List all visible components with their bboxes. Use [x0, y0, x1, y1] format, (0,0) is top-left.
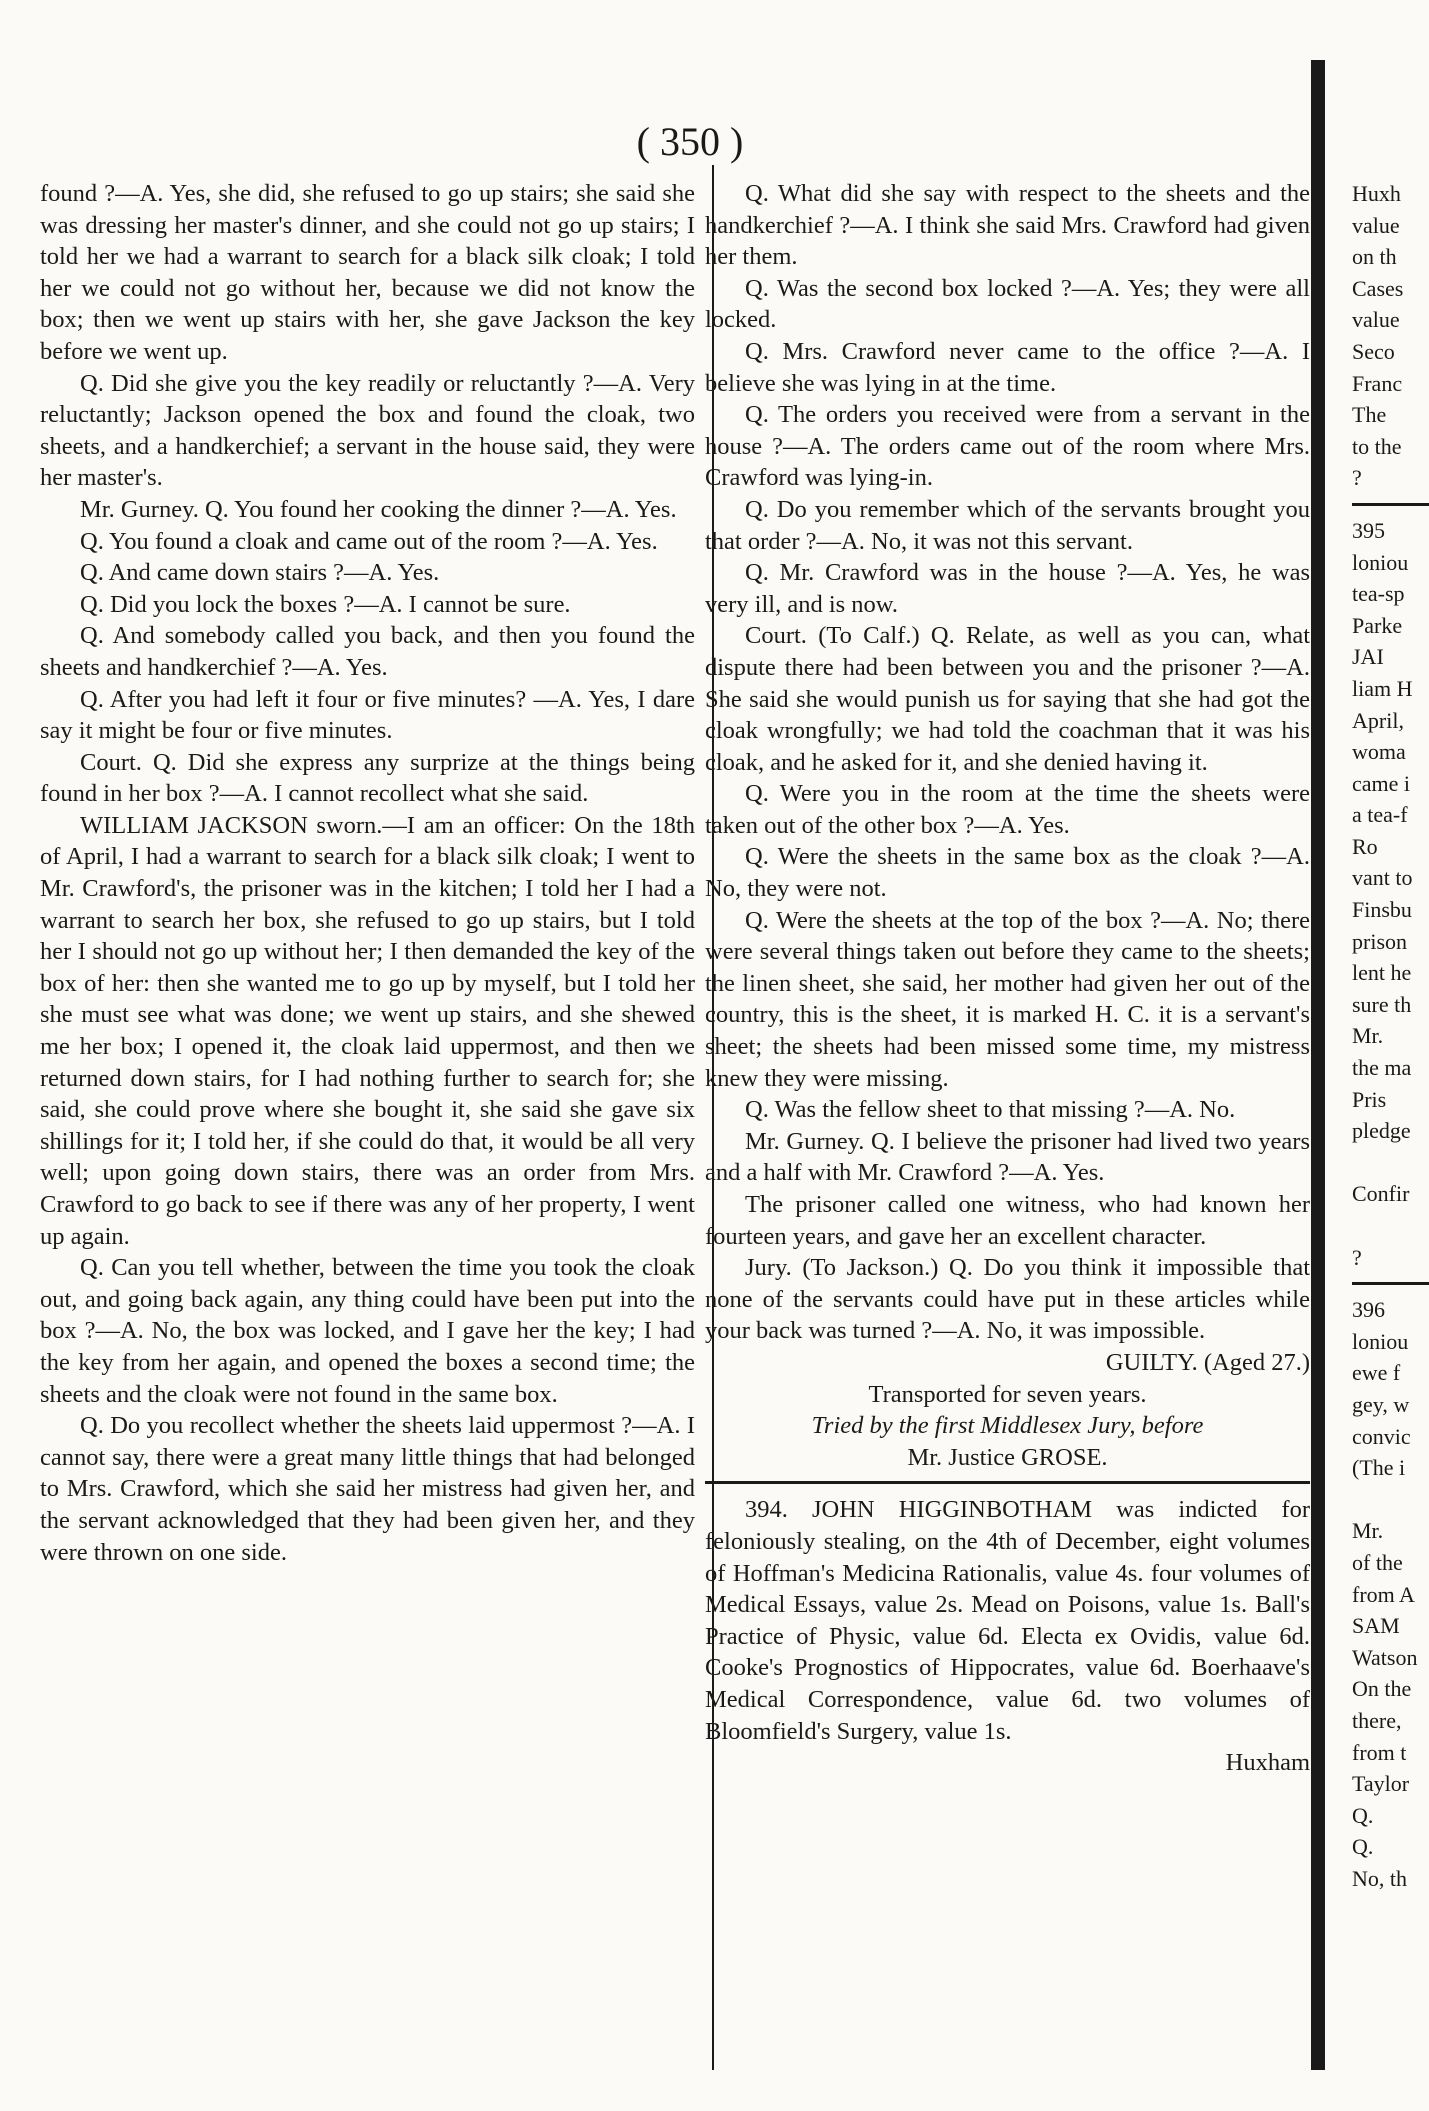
paragraph: Mr. Gurney. Q. I believe the prisoner had lived two years and a half with Mr. Crawford ?—A. Yes. [705, 1127, 1310, 1187]
edge-line: woma [1352, 739, 1406, 765]
edge-line: on th [1352, 244, 1397, 270]
edge-line: sure th [1352, 991, 1412, 1017]
edge-line: to the [1352, 433, 1402, 459]
edge-divider [1352, 503, 1429, 506]
edge-line: loniou [1352, 549, 1409, 575]
paragraph: Q. Mrs. Crawford never came to the office ?—A. I believe she was lying in at the time. [705, 337, 1310, 397]
edge-line: Taylor [1352, 1771, 1410, 1797]
edge-line: ewe f [1352, 1360, 1401, 1386]
paragraph: Q. What did she say with respect to the sheets and the handkerchief ?—A. I think she said Mrs. Crawford had given her them. [705, 180, 1310, 271]
edge-block-3 [1352, 1294, 1429, 1894]
paragraph: Q. And somebody called you back, and then you found the sheets and handkerchief ?—A. Yes. [40, 622, 695, 681]
case-divider [705, 1481, 1310, 1484]
edge-line: from t [1352, 1739, 1407, 1765]
paragraph: Jury. (To Jackson.) Q. Do you think it impossible that none of the servants could have put in these articles while your back was turned ?—A. No, it was impossible. [705, 1254, 1310, 1345]
edge-line: lent he [1352, 960, 1412, 986]
edge-line: 396 [1352, 1297, 1385, 1323]
paragraph: Q. Did you lock the boxes ?—A. I cannot be sure. [80, 590, 571, 618]
paragraph: The prisoner called one witness, who had known her fourteen years, and gave her an excellent character. [705, 1191, 1310, 1250]
edge-line: Ro [1352, 833, 1378, 859]
edge-line: Watson [1352, 1644, 1418, 1670]
edge-line: pledge [1352, 1118, 1411, 1144]
edge-line: On the [1352, 1676, 1412, 1702]
binding-shadow [1311, 60, 1325, 2070]
edge-line: prison [1352, 928, 1407, 954]
edge-line: there, [1352, 1707, 1402, 1733]
paragraph: Q. Were you in the room at the time the sheets were taken out of the other box ?—A. Yes. [705, 780, 1310, 839]
edge-line: convic [1352, 1423, 1411, 1449]
paragraph: WILLIAM JACKSON sworn.—I am an officer: On the 18th of April, I had a warrant to search for a black silk cloak; I went to Mr. Crawford's, the prisoner was in the kitchen; I told her I had a warrant to search her box, she refused to go up stairs, but I told her I should not go up without her; I then demanded the key of the box of her: then she wanted me to go up by myself, but I told her she must see what was done; we went up stairs, and she shewed me her box; I opened it, the cloak laid uppermost, and then we returned down stairs, for I had nothing further to search for; she said, she could prove where she bought it, she said she gave six shillings for it; I told her, if she could do that, it would be all very well; upon going down stairs, there was an order from Mrs. Crawford to go back to see if there was any of her property, I went up again. [40, 811, 695, 1250]
edge-divider [1352, 1282, 1429, 1285]
paragraph: found ?—A. Yes, she did, she refused to go up stairs; she said she was dressing her master's dinner, and she could not go up stairs; I told her we had a warrant to search for a black silk cloak; I told her we could not go without her, because we did not know the box; then we went up stairs with her, she gave Jackson the key before we went up. [40, 180, 695, 365]
paragraph: Q. Were the sheets at the top of the box ?—A. No; there were several things taken out before they came to the sheets; the linen sheet, she said, her mother had given her out of the country, this is the sheet, it is marked H. C. it is a servant's sheet; the sheets had been missed some time, my mistress knew they were missing. [705, 906, 1310, 1092]
edge-line: a tea-f [1352, 802, 1408, 828]
edge-line: 395 [1352, 517, 1385, 543]
paragraph: Q. Did she give you the key readily or reluctantly ?—A. Very reluctantly; Jackson opened the box and found the cloak, two sheets, and a handkerchief; a servant in the house said, they were her master's. [40, 369, 695, 492]
edge-line: Mr. [1352, 1518, 1384, 1544]
edge-line [1352, 1484, 1429, 1516]
paragraph: Q. Do you recollect whether the sheets laid uppermost ?—A. I cannot say, there were a great many little things that had belonged to Mrs. Crawford, which she said her mistress had given her, and the servant acknowledged that they had been given her, and they were thrown on one side. [40, 1412, 695, 1566]
paragraph: Court. Q. Did she express any surprize at the things being found in her box ?—A. I cannot recollect what she said. [40, 748, 695, 808]
edge-line: ? [1352, 465, 1362, 491]
catchword: Huxham [1225, 1749, 1310, 1777]
edge-line [1352, 1147, 1429, 1179]
edge-line: came i [1352, 770, 1411, 796]
right-edge-column [1352, 178, 1429, 1894]
tried-by: Tried by the first Middlesex Jury, before [811, 1412, 1204, 1440]
edge-line: The [1352, 402, 1387, 428]
edge-line: Cases [1352, 275, 1404, 301]
edge-line: Huxh [1352, 181, 1401, 206]
edge-line: the ma [1352, 1055, 1412, 1081]
paragraph: Mr. Gurney. Q. You found her cooking the dinner ?—A. Yes. [80, 495, 677, 523]
page-number: ( 350 ) [636, 119, 744, 164]
edge-line: liam H [1352, 675, 1413, 701]
edge-line: Q. [1352, 1834, 1374, 1860]
edge-line: gey, w [1352, 1391, 1410, 1417]
paragraph: Q. Was the second box locked ?—A. Yes; they were all locked. [705, 274, 1310, 334]
edge-line: Mr. [1352, 1023, 1384, 1049]
paragraph: Q. Do you remember which of the servants brought you that order ?—A. No, it was not this servant. [705, 495, 1310, 555]
paragraph: Q. You found a cloak and came out of the room ?—A. Yes. [80, 527, 658, 555]
paragraph: Q. Were the sheets in the same box as the cloak ?—A. No, they were not. [705, 843, 1310, 903]
edge-line [1352, 1210, 1429, 1242]
edge-line: Q. [1352, 1802, 1374, 1828]
paragraph: Q. Can you tell whether, between the time you took the cloak out, and going back again, any thing could have been put into the box ?—A. No, the box was locked, and I gave her the key; I had the key from her again, and opened the boxes a second time; the sheets and the cloak were not found in the same box. [40, 1254, 695, 1408]
edge-line: Seco [1352, 338, 1395, 364]
edge-line: Franc [1352, 370, 1403, 396]
paragraph: Q. Mr. Crawford was in the house ?—A. Yes, he was very ill, and is now. [705, 559, 1310, 618]
paragraph: Court. (To Calf.) Q. Relate, as well as you can, what dispute there had been between you and the prisoner ?—A. She said she would punish us for saying that she had got the cloak wrongfully; we had told the coachman that it was his cloak, and he asked for it, and she denied having it. [705, 622, 1310, 776]
edge-line: April, [1352, 707, 1404, 733]
edge-line: SAM [1352, 1613, 1400, 1639]
paragraph: Q. Was the fellow sheet to that missing ?—A. No. [745, 1096, 1236, 1124]
middle-column [705, 178, 1310, 1779]
paragraph: Q. The orders you received were from a servant in the house ?—A. The orders came out of the room where Mrs. Crawford was lying-in. [705, 401, 1310, 492]
edge-line: of the [1352, 1549, 1403, 1575]
edge-line: Finsbu [1352, 897, 1412, 923]
edge-line: Parke [1352, 612, 1403, 638]
edge-line: ? [1352, 1244, 1362, 1270]
case-394-indictment: 394. JOHN HIGGINBOTHAM was indicted for feloniously stealing, on the 4th of December, eight volumes of Hoffman's Medicina Rationalis, value 4s. four volumes of Medical Essays, value 2s. Mead on Poisons, value 1s. Ball's Practice of Physic, value 6d. Electa ex Ovidis, value 6d. Cooke's Prognostics of Hippocrates, value 6d. Boerhaave's Medical Correspondence, value 6d. two volumes of Bloomfield's Surgery, value 1s. [705, 1496, 1310, 1745]
paragraph: Q. And came down stairs ?—A. Yes. [80, 559, 440, 587]
edge-line: vant to [1352, 865, 1413, 891]
edge-line: (The i [1352, 1455, 1406, 1481]
edge-line: value [1352, 212, 1400, 238]
edge-line: value [1352, 307, 1400, 333]
edge-block-1 [1352, 178, 1429, 494]
verdict: GUILTY. (Aged 27.) [1105, 1348, 1310, 1376]
edge-line: Confir [1352, 1181, 1410, 1207]
edge-line: No, th [1352, 1865, 1407, 1891]
edge-line: Pris [1352, 1086, 1387, 1112]
edge-line: from A [1352, 1581, 1415, 1607]
edge-block-2 [1352, 515, 1429, 1273]
edge-line: loniou [1352, 1328, 1409, 1354]
sentence: Transported for seven years. [868, 1380, 1147, 1408]
left-column [40, 178, 695, 1568]
paragraph: Q. After you had left it four or five minutes? —A. Yes, I dare say it might be four or five minutes. [40, 685, 695, 745]
edge-line: tea-sp [1352, 581, 1405, 607]
edge-line: JAI [1352, 644, 1384, 670]
judge: Mr. Justice GROSE. [907, 1443, 1108, 1471]
